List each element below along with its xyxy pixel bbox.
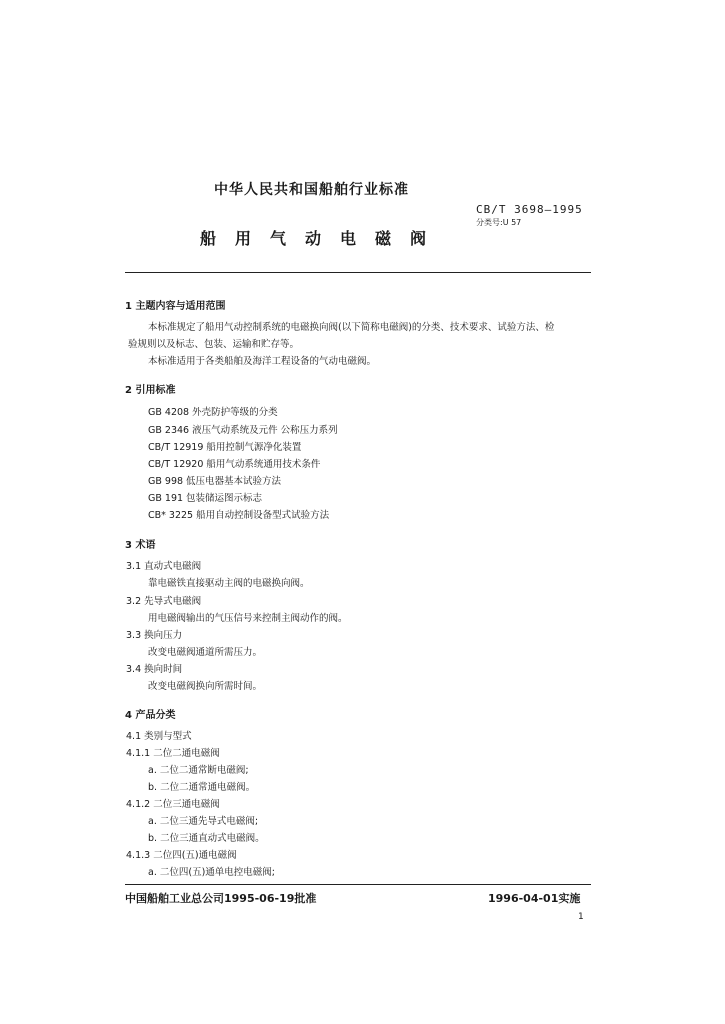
subsection-4-1-1: 4.1.1 二位二通电磁阀 — [126, 748, 220, 759]
term-3-4-title: 3.4 换向时间 — [126, 664, 183, 675]
reference-item: GB 2346 液压气动系统及元件 公称压力系列 — [148, 425, 338, 436]
reference-item: GB 4208 外壳防护等级的分类 — [148, 407, 278, 418]
subsection-4-1-3: 4.1.3 二位四(五)通电磁阀 — [126, 850, 237, 861]
term-3-1-title: 3.1 直动式电磁阀 — [126, 561, 202, 572]
section-2-heading: 2 引用标准 — [125, 385, 176, 396]
reference-item: CB* 3225 船用自动控制设备型式试验方法 — [148, 510, 330, 521]
list-item: a. 二位三通先导式电磁阀; — [148, 816, 259, 827]
classification-number: 分类号:U 57 — [476, 218, 522, 227]
list-item: a. 二位四(五)通单电控电磁阀; — [148, 867, 275, 878]
implementation-date: 1996-04-01实施 — [488, 892, 581, 905]
page-number: 1 — [578, 912, 584, 922]
term-3-2-definition: 用电磁阀输出的气压信号来控制主阀动作的阀。 — [148, 613, 348, 624]
section-1-para1-line1: 本标准规定了船用气动控制系统的电磁换向阀(以下简称电磁阀)的分类、技术要求、试验方法、检 — [148, 322, 555, 333]
list-item: a. 二位二通常断电磁阀; — [148, 765, 249, 776]
term-3-2-title: 3.2 先导式电磁阀 — [126, 596, 202, 607]
footer-divider — [125, 884, 591, 885]
section-3-heading: 3 术语 — [125, 540, 156, 551]
reference-item: GB 191 包装储运图示标志 — [148, 493, 263, 504]
list-item: b. 二位三通直动式电磁阀。 — [148, 833, 265, 844]
org-title: 中华人民共和国船舶行业标准 — [214, 182, 409, 198]
term-3-3-definition: 改变电磁阀通道所需压力。 — [148, 647, 263, 658]
term-3-4-definition: 改变电磁阀换向所需时间。 — [148, 681, 263, 692]
header-divider — [125, 272, 591, 273]
reference-item: CB/T 12920 船用气动系统通用技术条件 — [148, 459, 321, 470]
standard-number: CB/T 3698—1995 — [476, 203, 583, 216]
term-3-3-title: 3.3 换向压力 — [126, 630, 183, 641]
approval-line: 中国船舶工业总公司1995-06-19批准 — [125, 892, 317, 905]
section-1-para2: 本标准适用于各类船舶及海洋工程设备的气动电磁阀。 — [148, 356, 377, 367]
reference-item: CB/T 12919 船用控制气源净化装置 — [148, 442, 302, 453]
document-title: 船用气动电磁阀 — [200, 229, 446, 248]
section-1-para1-line2: 验规则以及标志、包装、运输和贮存等。 — [128, 339, 300, 350]
section-4-heading: 4 产品分类 — [125, 710, 176, 721]
term-3-1-definition: 靠电磁铁直接驱动主阀的电磁换向阀。 — [148, 578, 310, 589]
section-1-heading: 1 主题内容与适用范围 — [125, 301, 226, 312]
subsection-4-1: 4.1 类别与型式 — [126, 731, 192, 742]
subsection-4-1-2: 4.1.2 二位三通电磁阀 — [126, 799, 220, 810]
reference-item: GB 998 低压电器基本试验方法 — [148, 476, 282, 487]
list-item: b. 二位二通常通电磁阀。 — [148, 782, 256, 793]
